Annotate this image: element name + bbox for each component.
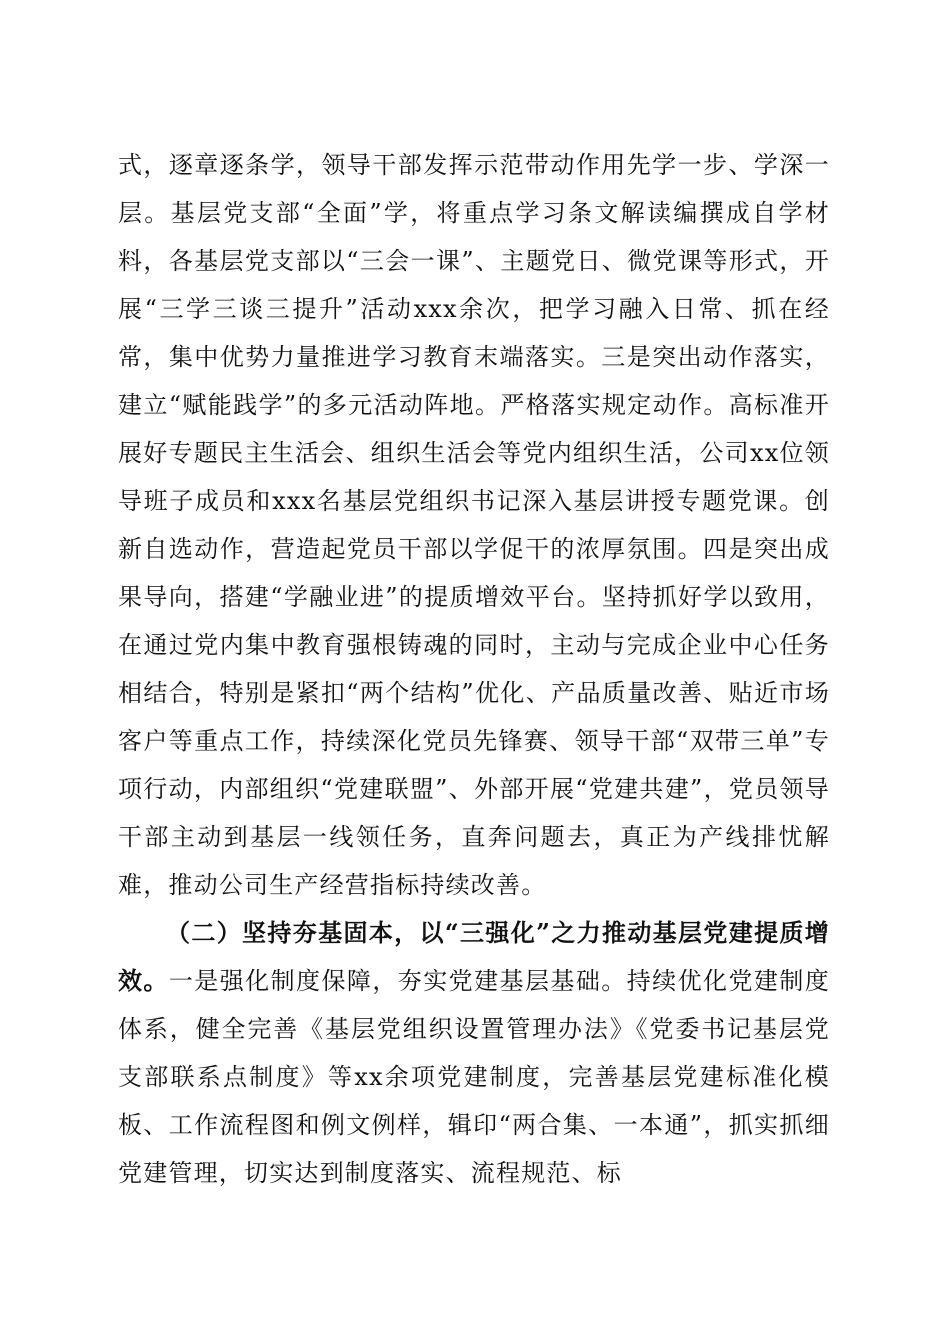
paragraph-text: 式，逐章逐条学，领导干部发挥示范带动作用先学一步、学深一层。基层党支部“全面”学，将重点学习条文解读编撰成自学材料，各基层党支部以“三会一课”、主题党日、微党课等形式，开展“三学三谈三提升”活动xxx余次，把学习融入日常、抓在经常，集中优势力量推进学习教育末端落实。三是突出动作落实，建立“赋能践学”的多元活动阵地。严格落实规定动作。高标准开展好专题民主生活会、组织生活会等党内组织生活，公司xx位领导班子成员和xxx名基层党组织书记深入基层讲授专题党课。创新自选动作，营造起党员干部以学促干的浓厚氛围。四是突出成果导向，搭建“学融业进”的提质增效平台。坚持抓好学以致用，在通过党内集中教育强根铸魂的同时，主动与完成企业中心任务相结合，特别是紧扣“两个结构”优化、产品质量改善、贴近市场客户等重点工作，持续深化党员先锋赛、领导干部“双带三单”专项行动，内部组织“党建联盟”、外部开展“党建共建”，党员领导干部主动到基层一线领任务，直奔问题去，真正为产线排忧解难，推动公司生产经营指标持续改善。: [118, 151, 830, 899]
paragraph-with-heading: [118, 909, 830, 1197]
body-paragraph-1: [118, 141, 830, 909]
section-heading: （二）坚持夯基固本，以“三强化”之力推动基层党建提质增效。: [118, 918, 830, 995]
body-paragraph-2: [118, 909, 830, 1197]
paragraph-text: 一是强化制度保障，夯实党建基层基础。持续优化党建制度体系，健全完善《基层党组织设置管理办法》《党委书记基层党支部联系点制度》等xx余项党建制度，完善基层党建标准化模板、工作流程图和例文例样，辑印“两合集、一本通”，抓实抓细党建管理，切实达到制度落实、流程规范、标: [118, 967, 830, 1187]
